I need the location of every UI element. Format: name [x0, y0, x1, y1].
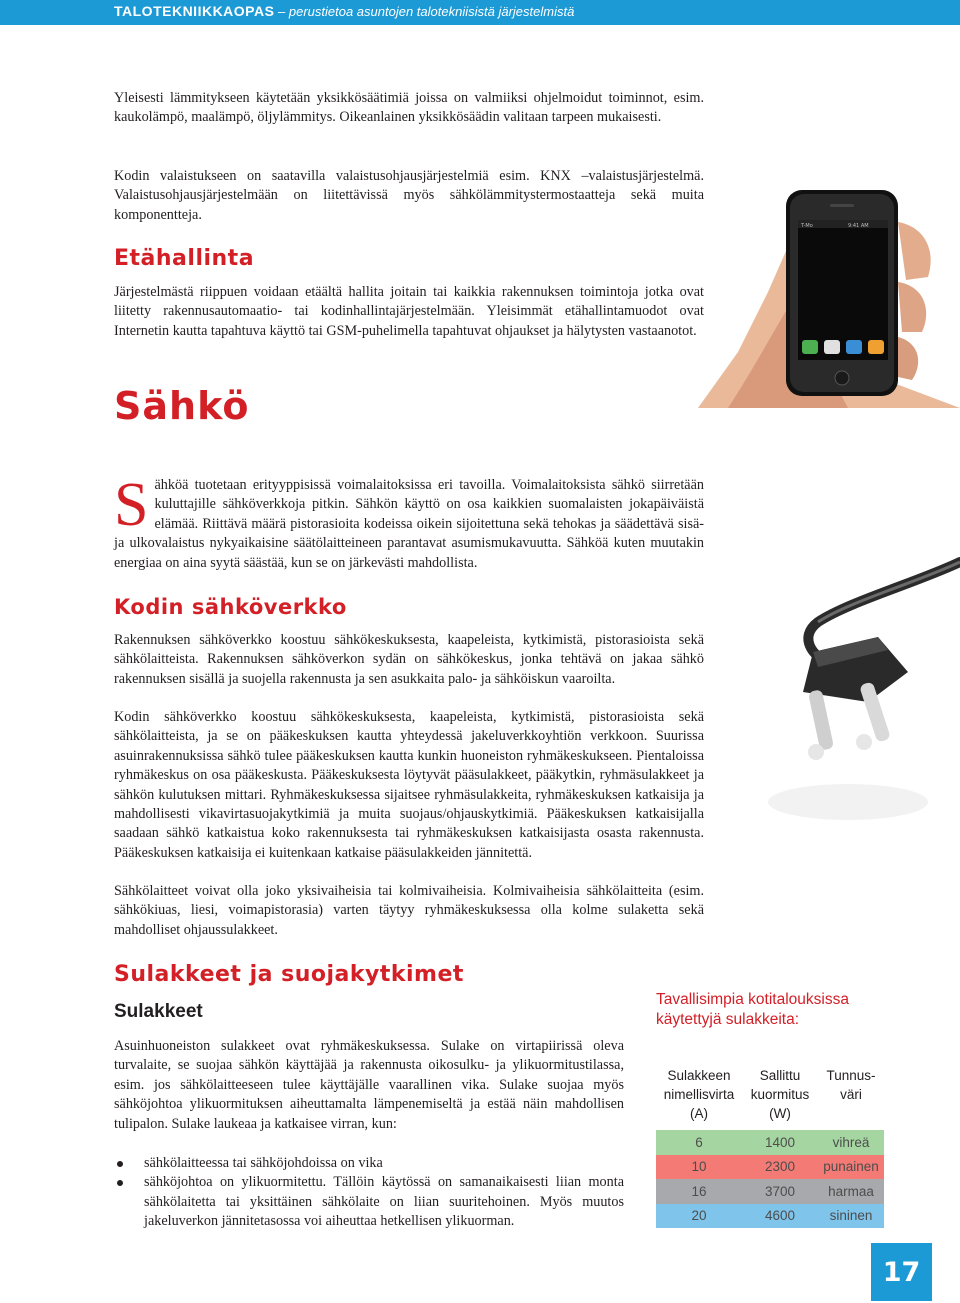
header-current: Sulakkeen nimellisvirta (A) — [663, 1068, 735, 1121]
header-load: Sallittu kuormitus (W) — [750, 1068, 810, 1121]
cell-current: 16 — [691, 1183, 707, 1199]
cell-load: 2300 — [764, 1159, 796, 1175]
fuse-table-header-row — [656, 1066, 884, 1130]
etahallinta-heading: Etähallinta — [114, 246, 255, 271]
cell-load: 3700 — [764, 1183, 796, 1199]
sahkoverkko-paragraph-2: Kodin sähköverkko koostuu sähkökeskuksesta, kaapeleista, kytkimistä, pistorasioista sekä sähkölaitteista, ja se on pääkeskuksen kautta yhteydessä jakeluverkkoyhtiön verkkoon. Suurissa asuinrakennuksissa sähkö tulee pääkeskuksen kautta kunkin huoneiston ryhmäkeskukseen. Pientaloissa ryhmäkeskus on osa pääkeskusta. Pääkeskuksesta löytyvät pääsulakkeet, pääkytkin, ryhmäsulakkeet ja sähkön kulutuksen mittari. Ryhmäkeskuksessa sijaitsee ryhmäsulakkeita, ryhmäkeskuksen katkaisija ja mahdollisesti vikavirtasuojakytkimiä ja muita suojaus/ohjauskytkimiä. Pääkeskuksen katkaisijalla saadaan sähkö katkaistua koko rakennuksesta tai ryhmäkeskuksen katkaisijasta osasta rakennusta. Pääkeskuksen katkaisija ei kuitenkaan katkaise pääsulakkeiden jännitettä. — [114, 709, 704, 861]
sahkoverkko-paragraph-1: Rakennuksen sähköverkko koostuu sähkökeskuksesta, kaapeleista, kytkimistä, pistorasioista sekä sähkölaitteista. Rakennuksen sähköverkon sydän on sähkökeskus, jonka tehtävä on jakaa sähkö rakennuksen sisällä ja suojella rakennusta ja sen asukkaita palo- ja sähköiskun vaaroilta. — [114, 632, 704, 687]
power-plug-image — [718, 552, 960, 837]
brand-text: TALOTEKNIIKKAOPAS — [114, 3, 275, 19]
cell-color: punainen — [823, 1159, 879, 1175]
sahko-paragraph-text: ähköä tuotetaan erityyppisissä voimalaitoksissa eri tavoilla. Voimalaitoksista sähkö siirretään kuluttajille sähköverkkoja pitkin. Sähkön käyttö on osa kaikkien suomalaisten jokapäiväistä elämää. Riittävä määrä pistorasioita kodeissa oikein sijoitettuna sekä tehokas ja säädettävä sisä- ja ulkovalaistus nykyaikaisine säätölaitteineen parantavat asumismukavuutta. Sähköä kuten muutakin energiaa on aina syytä säästää, kun se on järkevästi mahdollista. — [114, 477, 704, 571]
sahkoverkko-paragraph-3: Sähkölaitteet voivat olla joko yksivaiheisia tai kolmivaiheisia. Kolmivaiheisia sähkölaitteita (esim. sähkökiuas, liesi, voimapistorasia) varten täytyy ryhmäkeskuksessa olla kolme sulaketta sekä mahdolliset ohjaussulakkeet. — [114, 883, 704, 938]
header-color: Tunnus-väri — [826, 1068, 876, 1102]
header-subtitle: – perustietoa asuntojen talotekniisistä järjestelmistä — [274, 4, 575, 19]
header-brand — [114, 3, 574, 19]
etahallinta-paragraph: Järjestelmästä riippuen voidaan etäältä hallita joitain tai kaikkia rakennuksen toimintoja jotka ovat liitetty rakennusautomaatio- tai kodinhallintajärjestelmään. Yleisimmät etähallintamuodot ovat Internetin kautta tapahtuva käyttö tai GSM-puhelimella tapahtuvat ohjaukset ja hälytysten vastaanotot. — [114, 284, 704, 339]
bullet-item: sähköjohtoa on ylikuormitettu. Tällöin käytössä on samanaikaisesti liian monta sähkölaitetta tai yksittäinen sähkölaite on liian suuritehoinen. Myös muutos jakeluverkon jännitetasossa voi aiheuttaa hetkellisen ylikuorman. — [114, 1173, 624, 1231]
cell-load: 4600 — [764, 1208, 796, 1224]
phone-in-hand-image — [698, 182, 960, 413]
intro-paragraph-1: Yleisesti lämmitykseen käytetään yksikkösäätimiä joissa on valmiiksi ohjelmoidut toiminnot, esim. kaukolämpö, maalämpö, öljylämmitys. Oikeanlainen yksikkösäädin valitaan tarpeen mukaisesti. — [114, 90, 704, 126]
fuse-table-title: Tavallisimpia kotitalouksissa käytettyjä sulakkeita: — [656, 991, 849, 1028]
table-row — [656, 1179, 884, 1204]
bullet-item: sähkölaitteessa tai sähköjohdoissa on vika — [114, 1154, 624, 1173]
page-number: 17 — [871, 1243, 932, 1301]
table-row — [656, 1155, 884, 1180]
cell-current: 6 — [695, 1134, 703, 1150]
phone-status-time: 9:41 AM — [848, 223, 869, 229]
cell-color: sininen — [829, 1208, 873, 1224]
sulakkeet-subheading: Sulakkeet — [114, 1001, 203, 1022]
phone-status-left: T-Mo — [801, 223, 813, 229]
cell-color: vihreä — [832, 1134, 870, 1150]
sahko-heading: Sähkö — [114, 384, 250, 428]
sulakkeet-heading: Sulakkeet ja suojakytkimet — [114, 962, 464, 987]
fuse-table — [656, 1066, 884, 1228]
table-row — [656, 1130, 884, 1155]
cell-current: 20 — [691, 1208, 707, 1224]
sahkoverkko-heading: Kodin sähköverkko — [114, 595, 347, 619]
cell-current: 10 — [691, 1159, 707, 1175]
dropcap-letter: S — [114, 471, 149, 539]
sulakkeet-paragraph: Asuinhuoneiston sulakkeet ovat ryhmäkeskuksessa. Sulake on virtapiirissä oleva turvalaite, se suojaa sähkön käyttäjää ja rakennusta oikosulku- ja ylikuormitustilassa, esim. jos sähkölaitteeseen tulee käyttäjälle vaarallinen vika. Sulake suojaa myös sähköjohtoa ylikuormituksen aiheuttamalta lämpenemiseltä ja estää näin mahdollisen tulipalon. Sulake laukeaa ja katkaisee virran, kun: — [114, 1038, 624, 1132]
cell-color: harmaa — [828, 1183, 874, 1199]
header-bar — [0, 0, 960, 25]
cell-load: 1400 — [764, 1134, 796, 1150]
sahko-paragraph — [114, 471, 704, 573]
sulakkeet-bullet-list — [114, 1154, 624, 1232]
table-row — [656, 1204, 884, 1229]
intro-paragraph-2: Kodin valaistukseen on saatavilla valaistusohjausjärjestelmiä esim. KNX –valaistusjärjestelmä. Valaistusohjausjärjestelmään on liitettävissä myös sähkölämmitystermostaatteja sekä muita komponentteja. — [114, 168, 704, 223]
